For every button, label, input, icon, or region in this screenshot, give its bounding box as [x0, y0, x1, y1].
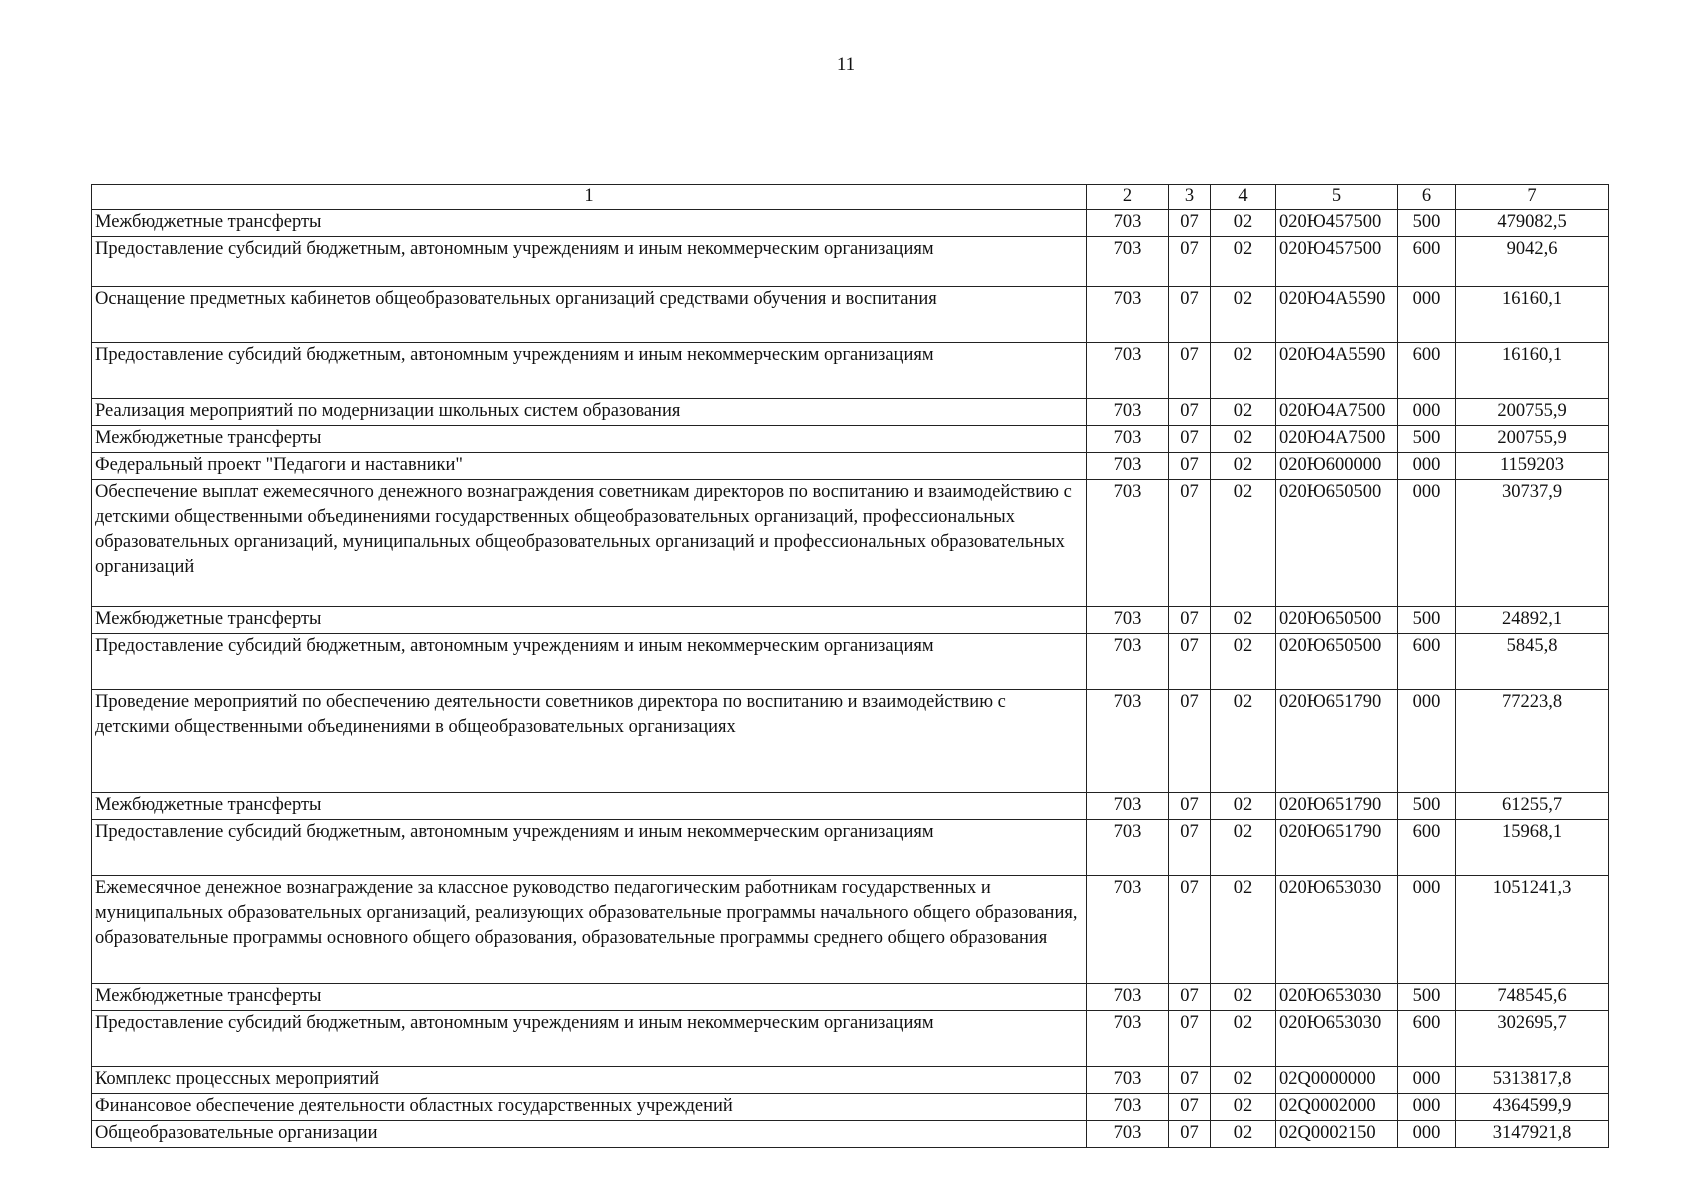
row-section-cell: 07	[1169, 453, 1211, 480]
row-expense-type-cell: 000	[1398, 876, 1456, 984]
row-grbs-cell: 703	[1087, 343, 1169, 399]
row-target-article-cell: 020Ю600000	[1276, 453, 1398, 480]
row-expense-type-cell: 500	[1398, 426, 1456, 453]
row-amount-cell: 9042,6	[1456, 237, 1609, 287]
column-header: 4	[1211, 185, 1276, 210]
row-expense-type-cell: 000	[1398, 287, 1456, 343]
row-section-cell: 07	[1169, 287, 1211, 343]
row-section-cell: 07	[1169, 607, 1211, 634]
table-body	[92, 210, 1609, 1148]
row-expense-type-cell: 600	[1398, 343, 1456, 399]
column-header: 5	[1276, 185, 1398, 210]
row-expense-type-cell: 500	[1398, 793, 1456, 820]
row-name-cell: Реализация мероприятий по модернизации школьных систем образования	[92, 399, 1087, 426]
row-amount-cell: 1051241,3	[1456, 876, 1609, 984]
table-row	[92, 876, 1609, 984]
row-subsection-cell: 02	[1211, 1067, 1276, 1094]
row-amount-cell: 30737,9	[1456, 480, 1609, 607]
row-name-cell: Предоставление субсидий бюджетным, автономным учреждениям и иным некоммерческим организациям	[92, 1011, 1087, 1067]
row-grbs-cell: 703	[1087, 1011, 1169, 1067]
table-row	[92, 820, 1609, 876]
table-row	[92, 1121, 1609, 1148]
table-row	[92, 1011, 1609, 1067]
row-section-cell: 07	[1169, 1011, 1211, 1067]
row-name-cell: Комплекс процессных мероприятий	[92, 1067, 1087, 1094]
row-subsection-cell: 02	[1211, 237, 1276, 287]
table-row	[92, 793, 1609, 820]
table-row	[92, 607, 1609, 634]
row-grbs-cell: 703	[1087, 690, 1169, 793]
row-expense-type-cell: 000	[1398, 399, 1456, 426]
row-section-cell: 07	[1169, 1067, 1211, 1094]
row-section-cell: 07	[1169, 1094, 1211, 1121]
row-amount-cell: 3147921,8	[1456, 1121, 1609, 1148]
row-name-cell: Межбюджетные трансферты	[92, 984, 1087, 1011]
row-target-article-cell: 020Ю650500	[1276, 634, 1398, 690]
column-header: 3	[1169, 185, 1211, 210]
row-section-cell: 07	[1169, 210, 1211, 237]
row-name-cell: Предоставление субсидий бюджетным, автономным учреждениям и иным некоммерческим организациям	[92, 343, 1087, 399]
row-grbs-cell: 703	[1087, 399, 1169, 426]
row-name-cell: Межбюджетные трансферты	[92, 210, 1087, 237]
row-grbs-cell: 703	[1087, 820, 1169, 876]
row-grbs-cell: 703	[1087, 287, 1169, 343]
row-grbs-cell: 703	[1087, 607, 1169, 634]
row-amount-cell: 5845,8	[1456, 634, 1609, 690]
row-target-article-cell: 020Ю4А5590	[1276, 343, 1398, 399]
row-subsection-cell: 02	[1211, 793, 1276, 820]
row-section-cell: 07	[1169, 984, 1211, 1011]
table-row	[92, 1067, 1609, 1094]
row-subsection-cell: 02	[1211, 480, 1276, 607]
column-header: 1	[92, 185, 1087, 210]
row-name-cell: Предоставление субсидий бюджетным, автономным учреждениям и иным некоммерческим организациям	[92, 237, 1087, 287]
row-expense-type-cell: 600	[1398, 237, 1456, 287]
row-subsection-cell: 02	[1211, 1011, 1276, 1067]
row-section-cell: 07	[1169, 426, 1211, 453]
table-row	[92, 984, 1609, 1011]
row-expense-type-cell: 000	[1398, 480, 1456, 607]
row-subsection-cell: 02	[1211, 607, 1276, 634]
row-expense-type-cell: 000	[1398, 1067, 1456, 1094]
row-section-cell: 07	[1169, 399, 1211, 426]
row-amount-cell: 4364599,9	[1456, 1094, 1609, 1121]
row-name-cell: Федеральный проект "Педагоги и наставники"	[92, 453, 1087, 480]
row-name-cell: Предоставление субсидий бюджетным, автономным учреждениям и иным некоммерческим организациям	[92, 820, 1087, 876]
row-target-article-cell: 02Q0002000	[1276, 1094, 1398, 1121]
row-expense-type-cell: 000	[1398, 1094, 1456, 1121]
row-subsection-cell: 02	[1211, 343, 1276, 399]
row-target-article-cell: 020Ю653030	[1276, 984, 1398, 1011]
row-subsection-cell: 02	[1211, 399, 1276, 426]
row-name-cell: Общеобразовательные организации	[92, 1121, 1087, 1148]
row-expense-type-cell: 600	[1398, 634, 1456, 690]
row-expense-type-cell: 500	[1398, 984, 1456, 1011]
table-row	[92, 210, 1609, 237]
row-subsection-cell: 02	[1211, 1094, 1276, 1121]
row-grbs-cell: 703	[1087, 453, 1169, 480]
row-grbs-cell: 703	[1087, 876, 1169, 984]
row-target-article-cell: 020Ю653030	[1276, 876, 1398, 984]
row-section-cell: 07	[1169, 793, 1211, 820]
row-section-cell: 07	[1169, 876, 1211, 984]
row-section-cell: 07	[1169, 690, 1211, 793]
row-target-article-cell: 020Ю4А7500	[1276, 399, 1398, 426]
table-row	[92, 399, 1609, 426]
row-amount-cell: 200755,9	[1456, 399, 1609, 426]
row-subsection-cell: 02	[1211, 1121, 1276, 1148]
row-target-article-cell: 020Ю650500	[1276, 607, 1398, 634]
row-target-article-cell: 020Ю4А5590	[1276, 287, 1398, 343]
row-name-cell: Оснащение предметных кабинетов общеобразовательных организаций средствами обучения и воспитания	[92, 287, 1087, 343]
page-number: 11	[836, 54, 856, 75]
row-subsection-cell: 02	[1211, 453, 1276, 480]
row-subsection-cell: 02	[1211, 210, 1276, 237]
row-expense-type-cell: 500	[1398, 607, 1456, 634]
row-section-cell: 07	[1169, 237, 1211, 287]
row-target-article-cell: 020Ю651790	[1276, 690, 1398, 793]
row-amount-cell: 15968,1	[1456, 820, 1609, 876]
row-expense-type-cell: 000	[1398, 1121, 1456, 1148]
row-subsection-cell: 02	[1211, 820, 1276, 876]
row-amount-cell: 16160,1	[1456, 287, 1609, 343]
row-target-article-cell: 02Q0000000	[1276, 1067, 1398, 1094]
row-name-cell: Обеспечение выплат ежемесячного денежного вознаграждения советникам директоров по воспитанию и взаимодействию с детскими общественными объединениями государственных общеобразовательных организаций, профессиональных образовательных организаций, муниципальных общеобразовательных организаций и профессиональных образовательных организаций	[92, 480, 1087, 607]
row-expense-type-cell: 000	[1398, 453, 1456, 480]
row-amount-cell: 1159203	[1456, 453, 1609, 480]
table-row	[92, 343, 1609, 399]
row-expense-type-cell: 500	[1398, 210, 1456, 237]
row-expense-type-cell: 000	[1398, 690, 1456, 793]
row-grbs-cell: 703	[1087, 237, 1169, 287]
row-name-cell: Межбюджетные трансферты	[92, 607, 1087, 634]
row-section-cell: 07	[1169, 820, 1211, 876]
row-target-article-cell: 020Ю653030	[1276, 1011, 1398, 1067]
row-target-article-cell: 02Q0002150	[1276, 1121, 1398, 1148]
row-amount-cell: 748545,6	[1456, 984, 1609, 1011]
row-grbs-cell: 703	[1087, 426, 1169, 453]
row-grbs-cell: 703	[1087, 480, 1169, 607]
table-row	[92, 426, 1609, 453]
budget-table	[91, 184, 1609, 1148]
row-grbs-cell: 703	[1087, 984, 1169, 1011]
table-row	[92, 453, 1609, 480]
row-target-article-cell: 020Ю650500	[1276, 480, 1398, 607]
row-amount-cell: 77223,8	[1456, 690, 1609, 793]
row-amount-cell: 200755,9	[1456, 426, 1609, 453]
row-grbs-cell: 703	[1087, 1067, 1169, 1094]
row-amount-cell: 302695,7	[1456, 1011, 1609, 1067]
row-target-article-cell: 020Ю651790	[1276, 820, 1398, 876]
row-target-article-cell: 020Ю457500	[1276, 237, 1398, 287]
row-section-cell: 07	[1169, 480, 1211, 607]
column-header: 7	[1456, 185, 1609, 210]
table-row	[92, 690, 1609, 793]
row-grbs-cell: 703	[1087, 793, 1169, 820]
row-target-article-cell: 020Ю457500	[1276, 210, 1398, 237]
row-section-cell: 07	[1169, 634, 1211, 690]
row-grbs-cell: 703	[1087, 1121, 1169, 1148]
row-name-cell: Предоставление субсидий бюджетным, автономным учреждениям и иным некоммерческим организациям	[92, 634, 1087, 690]
table-row	[92, 287, 1609, 343]
row-section-cell: 07	[1169, 343, 1211, 399]
row-name-cell: Межбюджетные трансферты	[92, 793, 1087, 820]
table-row	[92, 237, 1609, 287]
row-section-cell: 07	[1169, 1121, 1211, 1148]
row-grbs-cell: 703	[1087, 634, 1169, 690]
row-amount-cell: 24892,1	[1456, 607, 1609, 634]
row-target-article-cell: 020Ю4А7500	[1276, 426, 1398, 453]
row-subsection-cell: 02	[1211, 984, 1276, 1011]
row-expense-type-cell: 600	[1398, 1011, 1456, 1067]
row-grbs-cell: 703	[1087, 1094, 1169, 1121]
row-subsection-cell: 02	[1211, 287, 1276, 343]
row-name-cell: Финансовое обеспечение деятельности областных государственных учреждений	[92, 1094, 1087, 1121]
row-amount-cell: 5313817,8	[1456, 1067, 1609, 1094]
row-name-cell: Ежемесячное денежное вознаграждение за классное руководство педагогическим работникам государственных и муниципальных образовательных организаций, реализующих образовательные программы начального общего образования, образовательные программы основного общего образования, образовательные программы среднего общего образования	[92, 876, 1087, 984]
row-amount-cell: 16160,1	[1456, 343, 1609, 399]
table-row	[92, 480, 1609, 607]
table-row	[92, 634, 1609, 690]
row-subsection-cell: 02	[1211, 690, 1276, 793]
row-subsection-cell: 02	[1211, 426, 1276, 453]
row-grbs-cell: 703	[1087, 210, 1169, 237]
row-name-cell: Межбюджетные трансферты	[92, 426, 1087, 453]
table-header-row	[92, 185, 1609, 210]
table-row	[92, 1094, 1609, 1121]
row-target-article-cell: 020Ю651790	[1276, 793, 1398, 820]
row-subsection-cell: 02	[1211, 634, 1276, 690]
row-expense-type-cell: 600	[1398, 820, 1456, 876]
row-amount-cell: 479082,5	[1456, 210, 1609, 237]
column-header: 2	[1087, 185, 1169, 210]
column-header: 6	[1398, 185, 1456, 210]
row-amount-cell: 61255,7	[1456, 793, 1609, 820]
row-subsection-cell: 02	[1211, 876, 1276, 984]
row-name-cell: Проведение мероприятий по обеспечению деятельности советников директора по воспитанию и взаимодействию с детскими общественными объединениями в общеобразовательных организациях	[92, 690, 1087, 793]
